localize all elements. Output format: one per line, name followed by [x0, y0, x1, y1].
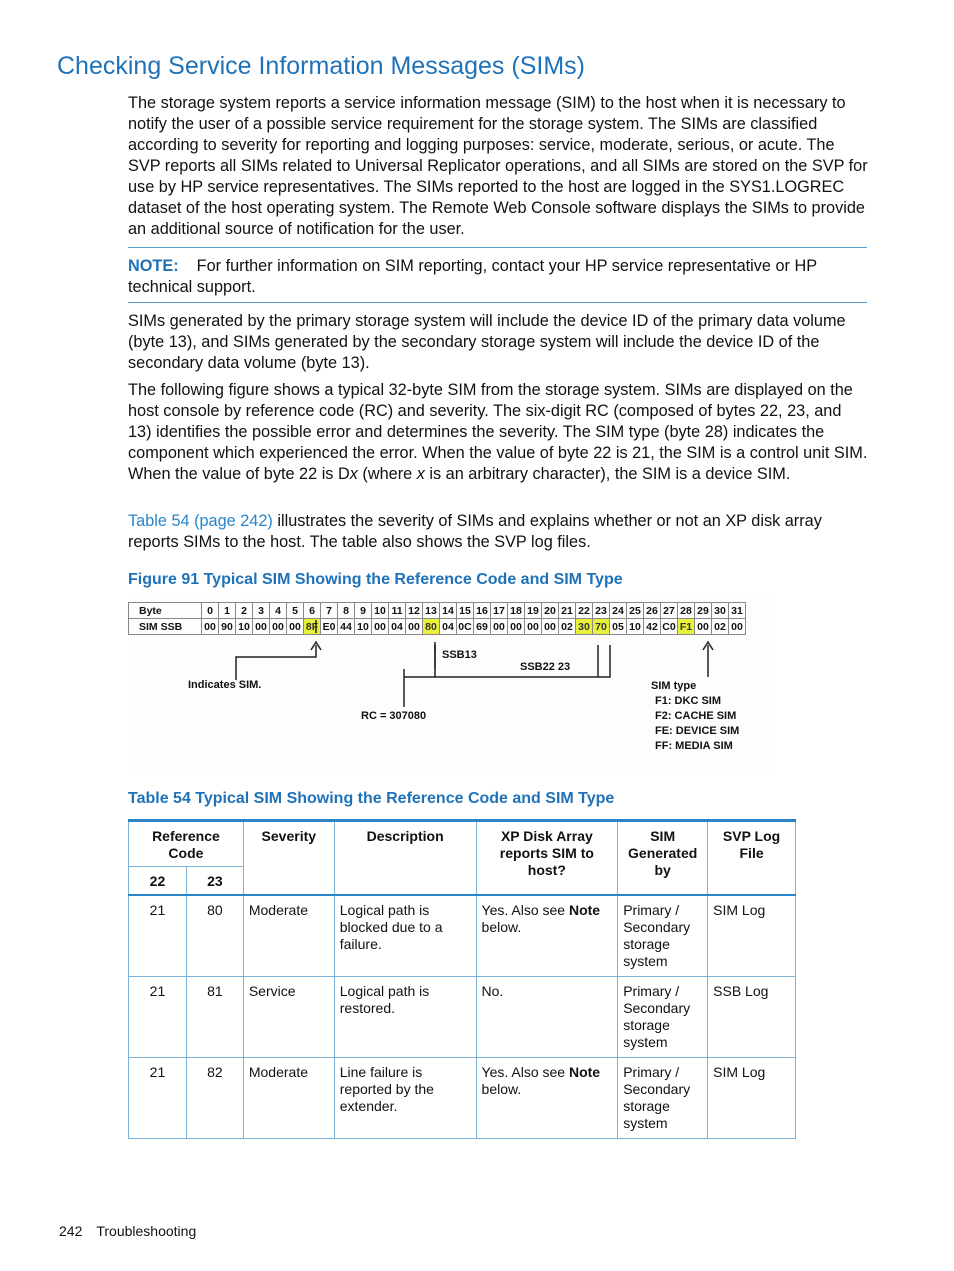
- byte-number-cell: 15: [457, 603, 474, 619]
- byte-value-cell: 05: [610, 619, 627, 635]
- byte-number-cell: 24: [610, 603, 627, 619]
- byte-number-cell: 10: [372, 603, 389, 619]
- table-row: [129, 895, 796, 977]
- xp-text-pre: Yes. Also see: [481, 1064, 569, 1080]
- table-reference-text: illustrates the severity of SIMs and explains whether or not an XP disk array reports SIMs to the host. The table also shows the SVP log files.: [128, 512, 822, 551]
- byte-number-cell: 5: [287, 603, 304, 619]
- cell-svp-log: SIM Log: [708, 1058, 796, 1139]
- byte-value-cell: 00: [202, 619, 219, 635]
- sim-figure-var-x2: x: [416, 465, 425, 483]
- byte-value-cell: 44: [338, 619, 355, 635]
- note: [128, 256, 868, 298]
- byte-value-cell: 00: [525, 619, 542, 635]
- byte-number-cell: 4: [270, 603, 287, 619]
- byte-number-cell: 8: [338, 603, 355, 619]
- sim-type-title: SIM type: [651, 680, 697, 692]
- rc-label: RC = 307080: [361, 710, 427, 722]
- byte-value-cell: F1: [678, 619, 695, 635]
- intro-paragraph: The storage system reports a service information message (SIM) to the host when it is necessary to notify the user of a possible service requirement for the storage system. The SIMs are classified according to severity for reporting and logging purposes: service, moderate, serious, or acute. The SVP reports all SIMs related to Universal Replicator operations, and all SIMs are stored on the SVP for use by HP service representatives. The SIMs reported to the host are logged in the SYS1.LOGREC dataset of the host operating system. The Remote Web Console software displays the SIMs to provide an additional source of notification for the user.: [128, 94, 868, 238]
- byte-value-cell: 10: [355, 619, 372, 635]
- ssb22-23-label: SSB22 23: [520, 661, 571, 673]
- byte-row-label: Byte: [129, 603, 202, 619]
- sim-figure: [128, 597, 774, 769]
- byte-value-cell: 00: [372, 619, 389, 635]
- table-54-link[interactable]: Table 54 (page 242): [128, 512, 273, 530]
- byte-value-cell: 00: [253, 619, 270, 635]
- byte-number-cell: 25: [627, 603, 644, 619]
- byte-value-cell: 0C: [458, 620, 472, 633]
- table-row: [129, 977, 796, 1058]
- byte-value-cell: E0: [321, 619, 338, 635]
- byte-value-cell: 70: [593, 619, 610, 635]
- cell-byte-22: 21: [129, 1058, 187, 1139]
- xp-text-pre: Yes. Also see: [481, 902, 569, 918]
- ssb13-label: SSB13: [442, 649, 477, 661]
- page-title: Checking Service Information Messages (SIMs): [57, 52, 585, 80]
- cell-byte-22: 21: [129, 977, 187, 1058]
- byte-number-cell: 18: [508, 603, 525, 619]
- table-caption: Table 54 Typical SIM Showing the Reference Code and SIM Type: [128, 790, 615, 807]
- byte-value-cell: 8F: [304, 619, 321, 635]
- sim-type-legend: [651, 679, 739, 754]
- header-reference-code: Reference Code: [129, 821, 244, 867]
- cell-byte-23: 80: [186, 895, 243, 977]
- byte-number-cell: 14: [440, 603, 457, 619]
- byte-value-cell: C0: [662, 620, 676, 633]
- byte-value-cell: 00: [695, 619, 712, 635]
- header-xp-reports: XP Disk Array reports SIM to host?: [476, 821, 618, 896]
- byte-value-cell: 04: [440, 619, 457, 635]
- header-sim-generated: SIM Generated by: [618, 821, 708, 896]
- byte-value-cell: 30: [576, 619, 593, 635]
- byte-number-cell: 23: [593, 603, 610, 619]
- note-top-rule: [128, 247, 867, 248]
- byte-number-cell: 26: [644, 603, 661, 619]
- cell-byte-23: 81: [186, 977, 243, 1058]
- byte-value-cell: 02: [559, 619, 576, 635]
- byte-number-cell: 12: [406, 603, 423, 619]
- byte-value-cell: 00: [508, 619, 525, 635]
- cell-svp-log: SSB Log: [708, 977, 796, 1058]
- header-severity: Severity: [243, 821, 334, 896]
- byte-number-cell: 9: [355, 603, 372, 619]
- byte-value-cell: 00: [542, 619, 559, 635]
- header-svp-log: SVP Log File: [708, 821, 796, 896]
- cell-description: Line failure is reported by the extender.: [334, 1058, 476, 1139]
- byte-number-cell: 0: [202, 603, 219, 619]
- byte-number-cell: 2: [236, 603, 253, 619]
- sim-figure-paragraph: [128, 380, 868, 485]
- byte-value-cell: 00: [406, 619, 423, 635]
- byte-number-cell: 30: [712, 603, 729, 619]
- page-footer: [59, 1223, 196, 1239]
- byte-number-cell: 28: [678, 603, 695, 619]
- byte-number-cell: 19: [525, 603, 542, 619]
- cell-byte-23: 82: [186, 1058, 243, 1139]
- byte-number-cell: 3: [253, 603, 270, 619]
- xp-text-note: Note: [568, 902, 601, 918]
- cell-severity: Moderate: [243, 895, 334, 977]
- byte-value-cell: 02: [712, 619, 729, 635]
- table-row: [129, 1058, 796, 1139]
- cell-severity: Service: [243, 977, 334, 1058]
- byte-value-cell: 00: [287, 619, 304, 635]
- sim-type-fe: FE: DEVICE SIM: [655, 725, 740, 737]
- byte-value-cell: 42: [644, 619, 661, 635]
- sim-figure-text-c: is an arbitrary character), the SIM is a device SIM.: [424, 465, 791, 483]
- byte-number-cell: 11: [389, 603, 406, 619]
- xp-text-pre: No.: [481, 983, 504, 999]
- byte-number-cell: 22: [576, 603, 593, 619]
- byte-number-cell: 31: [729, 603, 746, 619]
- cell-description: Logical path is blocked due to a failure.: [334, 895, 476, 977]
- cell-sim-generated: Primary / Secondary storage system: [618, 977, 708, 1058]
- byte-value-cell: 04: [389, 619, 406, 635]
- cell-severity: Moderate: [243, 1058, 334, 1139]
- xp-text-note: Note: [568, 1064, 601, 1080]
- byte-value-cell: 10: [627, 619, 644, 635]
- cell-sim-generated: Primary / Secondary storage system: [618, 895, 708, 977]
- byte-number-cell: 20: [542, 603, 559, 619]
- sim-figure-var-x1: x: [349, 465, 358, 483]
- cell-xp-reports: [476, 1058, 618, 1139]
- table-reference-paragraph: [128, 511, 868, 553]
- byte-value-cell: 10: [236, 619, 253, 635]
- header-description: Description: [334, 821, 476, 896]
- cell-xp-reports: [476, 977, 618, 1058]
- sim-severity-table: [128, 819, 796, 1139]
- byte-number-cell: 7: [321, 603, 338, 619]
- cell-sim-generated: Primary / Secondary storage system: [618, 1058, 708, 1139]
- byte-number-cell: 29: [695, 603, 712, 619]
- sim-type-ff: FF: MEDIA SIM: [655, 740, 733, 752]
- cell-xp-reports: [476, 895, 618, 977]
- xp-text-post: below.: [481, 919, 522, 935]
- indicates-sim-label: Indicates SIM.: [188, 679, 262, 691]
- page-number: 242: [59, 1223, 83, 1239]
- cell-svp-log: SIM Log: [708, 895, 796, 977]
- byte-number-cell: 1: [219, 603, 236, 619]
- note-bottom-rule: [128, 302, 867, 303]
- section-name: Troubleshooting: [96, 1223, 197, 1239]
- header-byte-23: 23: [186, 867, 243, 896]
- byte-value-cell: 80: [423, 619, 440, 635]
- note-text: For further information on SIM reporting, contact your HP service representative or HP technical support.: [128, 257, 817, 296]
- byte-number-cell: 6: [304, 603, 321, 619]
- byte-value-cell: 69: [474, 619, 491, 635]
- byte-number-cell: 21: [559, 603, 576, 619]
- byte-number-cell: 17: [491, 603, 508, 619]
- byte-number-cell: 16: [474, 603, 491, 619]
- sim-figure-text-a: The following figure shows a typical 32-byte SIM from the storage system. SIMs are displayed on the host console by reference code (RC) and severity. The six-digit RC (composed of bytes 22, 23, and 13) identifies the possible error and determines the severity. The SIM type (byte 28) indicates the component which experienced the error. When the value of byte 22 is 21, the SIM is a control unit SIM. When the value of byte 22 is D: [128, 381, 868, 483]
- byte-value-cell: 90: [219, 619, 236, 635]
- sim-figure-text-b: (where: [357, 465, 417, 483]
- byte-value-cell: 00: [491, 619, 508, 635]
- sim-type-f2: F2: CACHE SIM: [655, 710, 737, 722]
- cell-byte-22: 21: [129, 895, 187, 977]
- byte-value-cell: 00: [729, 619, 746, 635]
- value-row-label: SIM SSB: [129, 619, 202, 635]
- device-id-paragraph: SIMs generated by the primary storage system will include the device ID of the primary data volume (byte 13), and SIMs generated by the secondary storage system will include the device ID of the secondary data volume (byte 13).: [128, 312, 846, 372]
- cell-description: Logical path is restored.: [334, 977, 476, 1058]
- sim-type-f1: F1: DKC SIM: [655, 695, 721, 707]
- note-label: NOTE:: [128, 257, 179, 275]
- xp-text-post: below.: [481, 1081, 522, 1097]
- byte-number-cell: 27: [661, 603, 678, 619]
- header-byte-22: 22: [129, 867, 187, 896]
- figure-caption: Figure 91 Typical SIM Showing the Reference Code and SIM Type: [128, 571, 623, 588]
- byte-value-cell: 00: [270, 619, 287, 635]
- byte-number-cell: 13: [423, 603, 440, 619]
